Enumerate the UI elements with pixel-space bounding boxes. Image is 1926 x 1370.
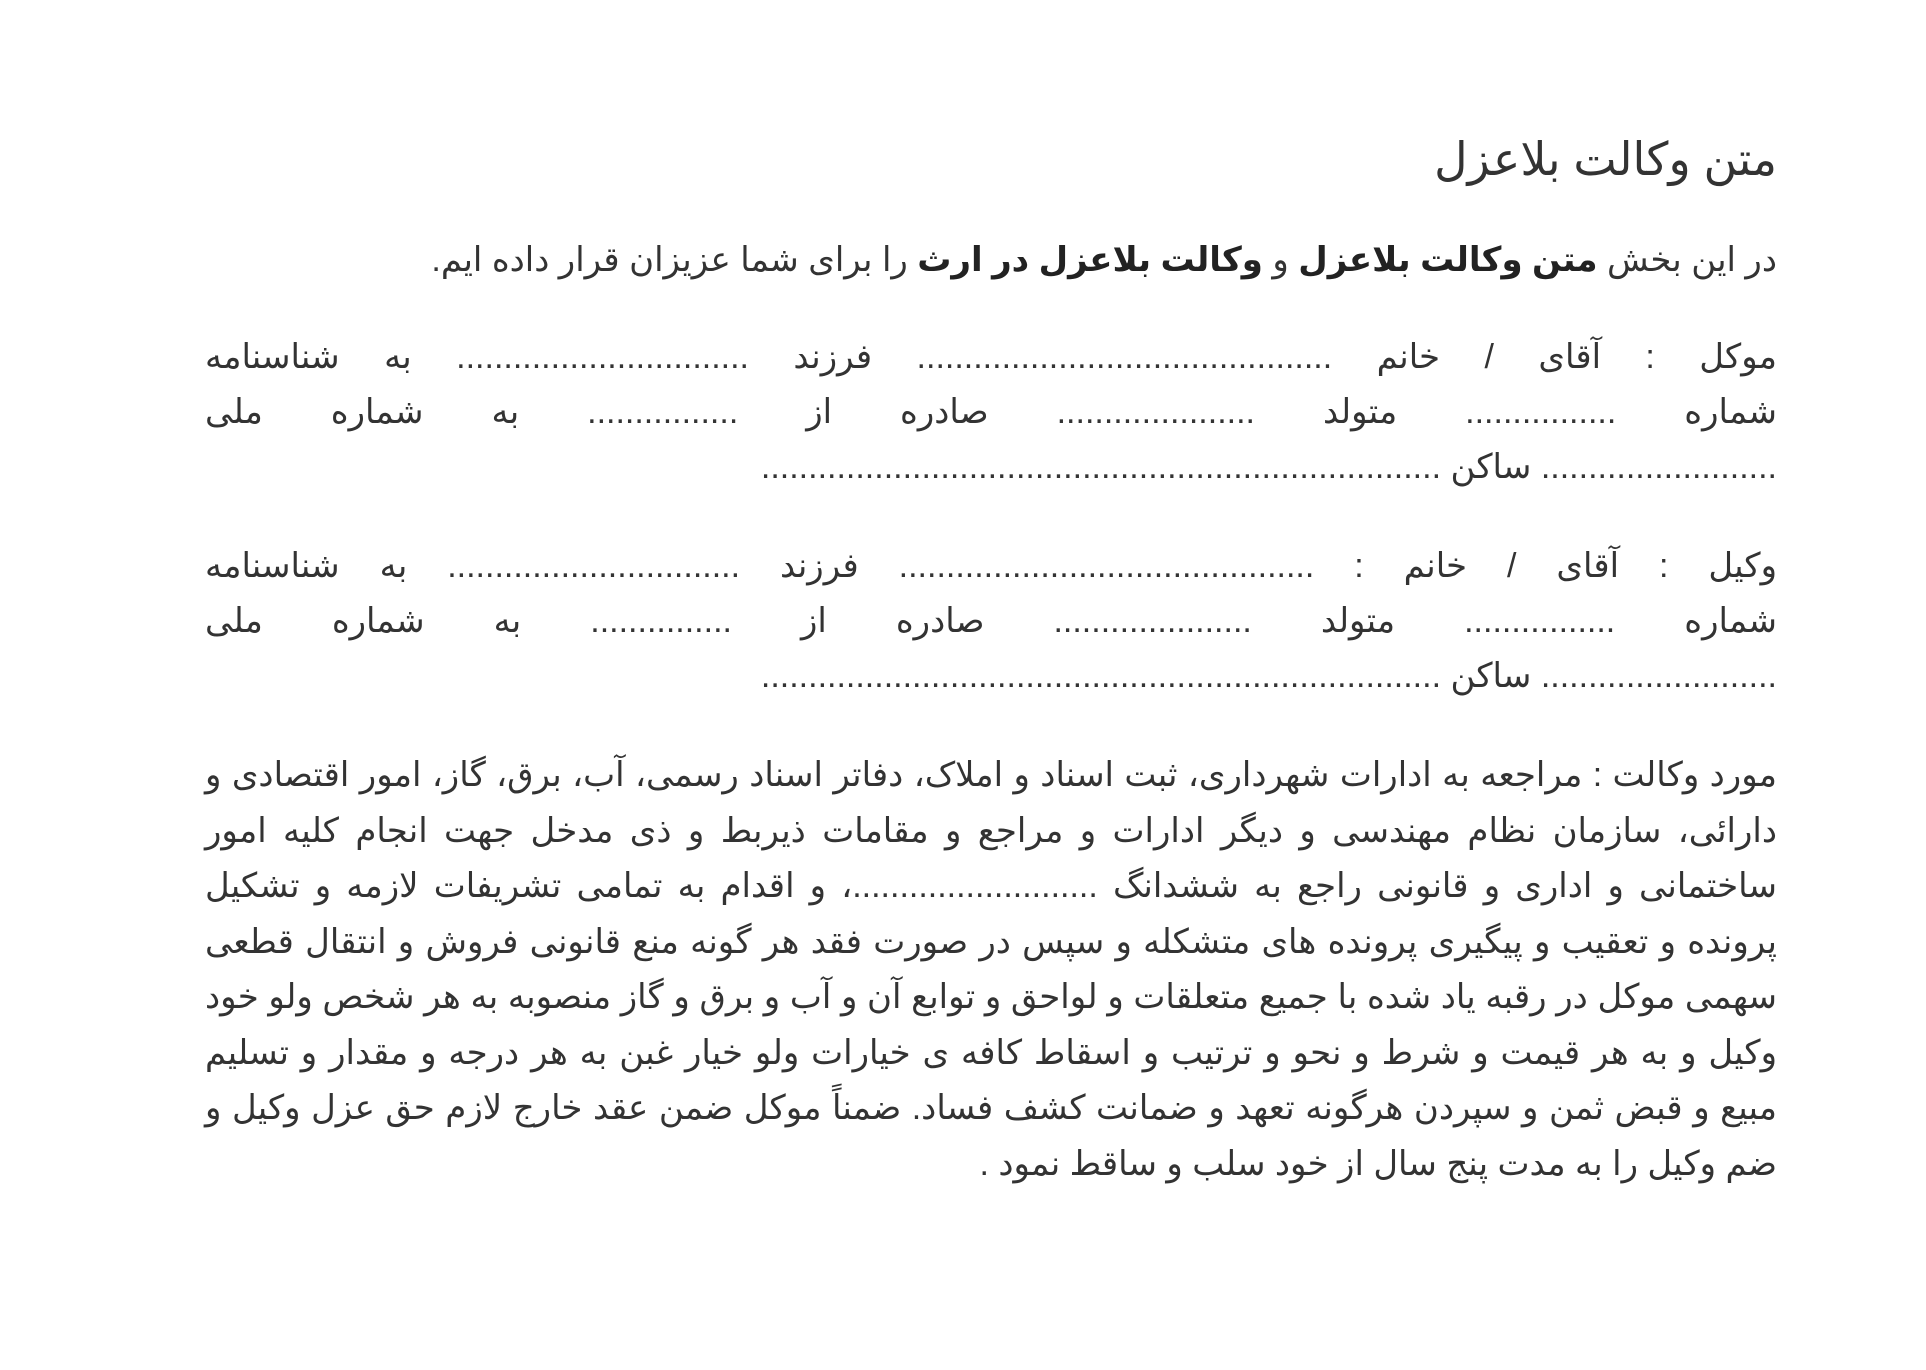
intro-text-3: را برای شما عزیزان قرار داده ایم.	[431, 241, 918, 279]
principal-line-3: ......................... ساکن ........................................................................	[760, 448, 1777, 486]
agent-line-1: وکیل : آقای / خانم : ............................................ فرزند ............................... به شناسنامه	[205, 547, 1777, 585]
document-page	[205, 128, 1777, 1192]
agent-line-3: ......................... ساکن ........................................................................	[760, 657, 1777, 695]
intro-bold-2: وکالت بلاعزل در ارث	[917, 241, 1263, 279]
agent-section	[205, 539, 1777, 704]
subject-of-power-of-attorney: مورد وکالت : مراجعه به ادارات شهرداری، ثبت اسناد و املاک، دفاتر اسناد رسمی، آب، برق، گاز، امور اقتصادی و دارائی، سازمان نظام مهندسی و دیگر ادارات و مراجع و مقامات ذیربط و ذی مدخل جهت انجام کلیه امور ساختمانی و اداری و قانونی راجع به ششدانگ ..........................، و اقدام به تمامی تشریفات لازمه و تشکیل پرونده و تعقیب و پیگیری پرونده های متشکله و سپس در صورت فقد هر گونه منع قانونی فروش و انتقال قطعی سهمی موکل در رقبه یاد شده با جمیع متعلقات و لواحق و توابع آن و آب و برق و گاز منصوبه به هر شخص ولو خود وکیل و به هر قیمت و شرط و نحو و ترتیب و اسقاط کافه ی خیارات ولو خیار غبن به هر درجه و مقدار و تسلیم مبیع و قبض ثمن و سپردن هرگونه تعهد و ضمانت کشف فساد. ضمناً موکل ضمن عقد خارج لازم حق عزل وکیل و ضم وکیل را به مدت پنج سال از خود سلب و ساقط نمود .	[205, 756, 1777, 1183]
principal-section	[205, 330, 1777, 495]
agent-line-2: شماره ................ متولد ..................... صادره از ............... به شماره ملی	[205, 602, 1777, 640]
principal-line-2: شماره ................ متولد ..................... صادره از ................ به شماره ملی	[205, 393, 1777, 431]
intro-text-2: و	[1262, 241, 1299, 279]
page-title: متن وکالت بلاعزل	[1434, 133, 1777, 185]
intro-text-1: در این بخش	[1597, 241, 1777, 279]
principal-line-1: موکل : آقای / خانم ............................................ فرزند ............................... به شناسنامه	[205, 338, 1777, 376]
intro-paragraph	[205, 232, 1777, 288]
intro-bold-1: متن وکالت بلاعزل	[1298, 241, 1598, 279]
